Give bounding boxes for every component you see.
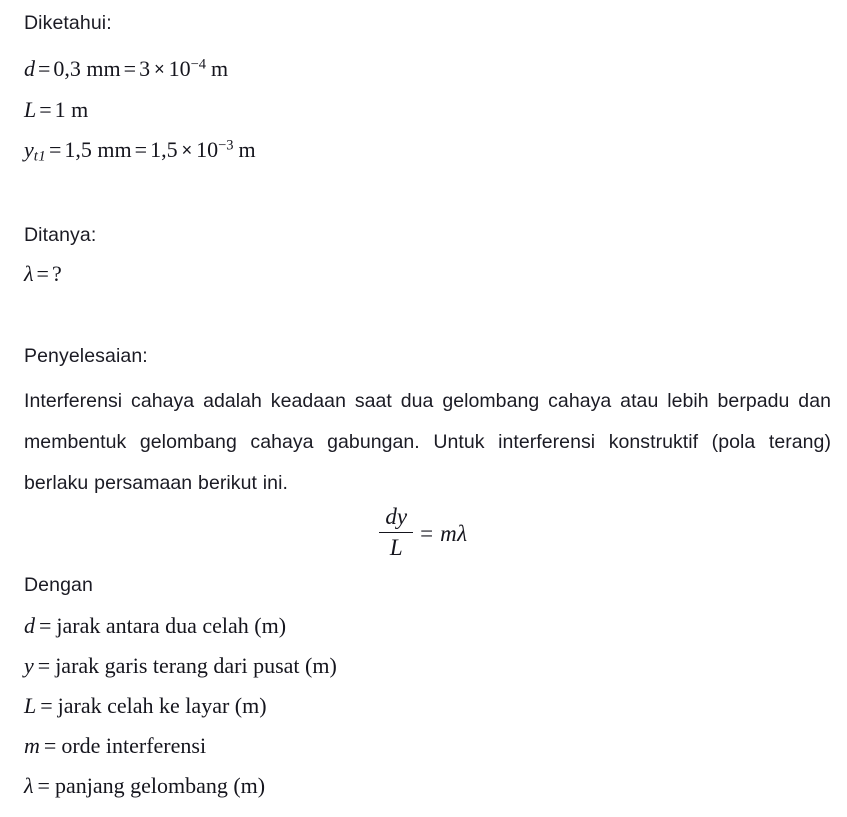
asked-value: ?: [51, 261, 62, 286]
equals-sign: =: [420, 520, 434, 546]
definition-description: jarak garis terang dari pusat (m): [55, 653, 337, 678]
equals-sign: =: [37, 773, 50, 798]
definition-symbol: L: [24, 693, 37, 718]
given-item-d: [24, 56, 228, 82]
unit-meter: m: [238, 137, 256, 162]
given-value-d-exponent: −4: [190, 56, 207, 73]
definition-description: orde interferensi: [61, 733, 207, 758]
given-value-y-mantissa: 1,5: [150, 137, 178, 162]
given-heading: Diketahui:: [24, 12, 112, 34]
asked-symbol-lambda: λ: [24, 261, 34, 286]
definition-row-L: [24, 693, 267, 719]
definition-symbol: d: [24, 613, 35, 638]
equals-sign: =: [39, 97, 52, 122]
multiplication-icon: ×: [181, 140, 193, 160]
definition-row-m: [24, 733, 206, 759]
equals-sign: =: [37, 653, 51, 678]
definition-symbol: m: [24, 733, 40, 758]
given-item-L: [24, 97, 88, 123]
asked-heading: Ditanya:: [24, 224, 97, 246]
fraction-bar: [379, 532, 413, 534]
given-value-y-exponent: −3: [218, 137, 234, 154]
given-value-L: 1 m: [54, 97, 89, 122]
definition-row-d: [24, 613, 286, 639]
fraction-denominator: L: [389, 535, 403, 561]
definitions-heading: Dengan: [24, 574, 93, 596]
fraction-numerator: dy: [385, 504, 408, 529]
given-symbol-d: d: [24, 56, 35, 81]
given-subscript-y: t1: [33, 148, 46, 165]
equals-sign: =: [38, 56, 51, 81]
definition-row-lambda: [24, 773, 265, 799]
definition-symbol: y: [24, 653, 34, 678]
given-symbol-L: L: [24, 97, 37, 122]
unit-meter: m: [211, 56, 229, 81]
equals-sign: =: [134, 137, 148, 162]
given-symbol-y: y: [24, 137, 34, 162]
solution-heading: Penyelesaian:: [24, 345, 148, 367]
multiplication-icon: ×: [154, 59, 165, 79]
given-value-d-mantissa: 3: [139, 56, 151, 81]
definition-description: jarak antara dua celah (m): [56, 613, 287, 638]
fraction-dy-over-L: [379, 504, 413, 561]
definition-description: jarak celah ke layar (m): [57, 693, 267, 718]
given-value-y-mm: 1,5 mm: [64, 137, 132, 162]
definition-row-y: [24, 653, 337, 679]
interference-formula: [0, 505, 847, 562]
solution-paragraph: Interferensi cahaya adalah keadaan saat dua gelombang cahaya atau lebih berpadu dan membentuk gelombang cahaya gabungan. Untuk interferensi konstruktif (pola terang) berlaku persamaan berikut ini.: [24, 390, 831, 494]
definition-symbol: λ: [24, 773, 34, 798]
equals-sign: =: [40, 693, 53, 718]
equals-sign: =: [36, 261, 49, 286]
given-item-y: [24, 137, 256, 165]
given-value-d-mm: 0,3 mm: [53, 56, 121, 81]
power-base: 10: [196, 137, 219, 162]
formula-right-side: mλ: [440, 520, 468, 546]
equals-sign: =: [43, 733, 57, 758]
equals-sign: =: [123, 56, 137, 81]
power-base: 10: [168, 56, 191, 81]
equals-sign: =: [39, 613, 52, 638]
equals-sign: =: [49, 137, 62, 162]
asked-expression: [24, 261, 62, 287]
definition-description: panjang gelombang (m): [54, 773, 266, 798]
